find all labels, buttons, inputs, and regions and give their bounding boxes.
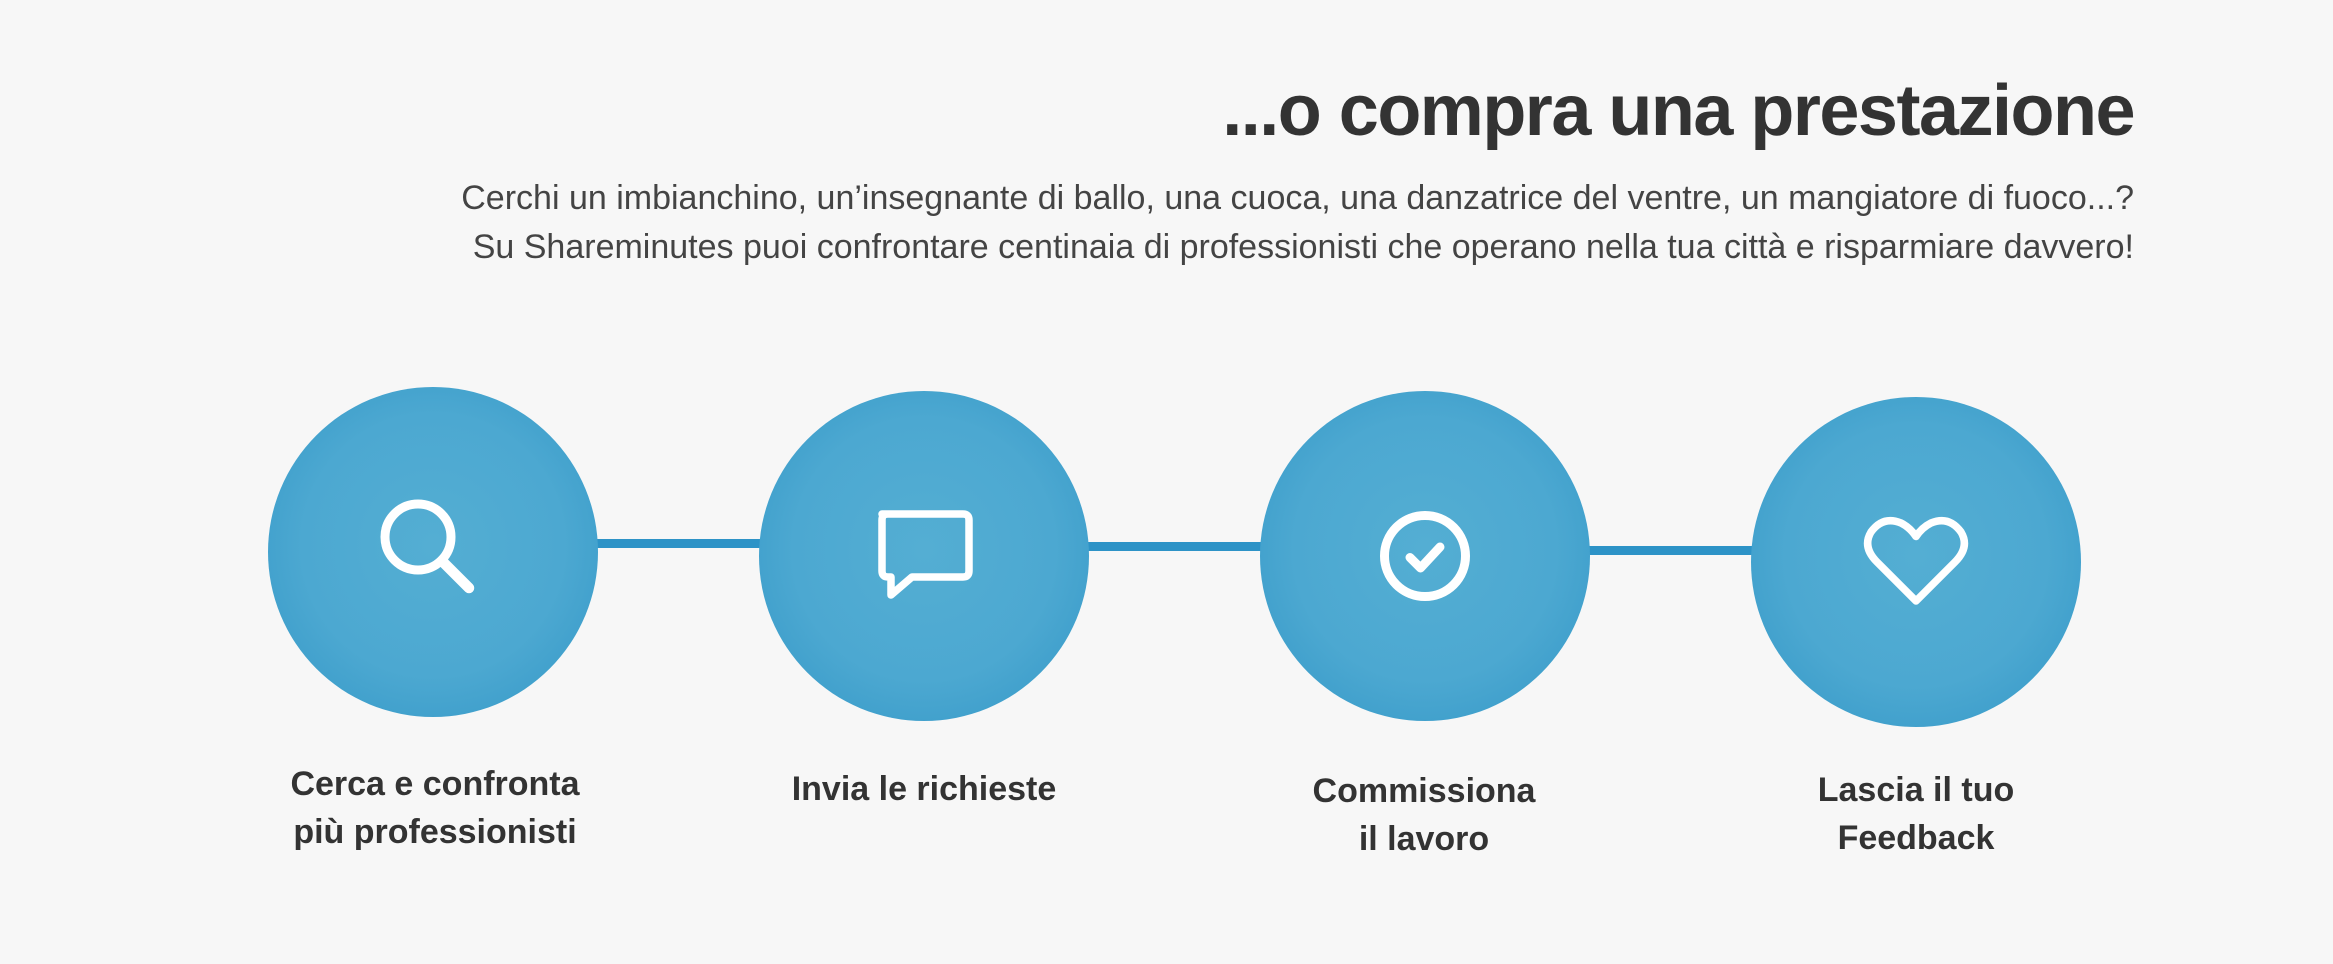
step-label-1-line-2: più professionisti — [293, 813, 577, 851]
search-icon — [358, 477, 508, 627]
step-label-4-line-2: Feedback — [1837, 819, 1995, 857]
subtitle-line-2: Su Shareminutes puoi confrontare centinaia di professionisti che operano nella tua città e risparmiare davvero! — [472, 228, 2134, 266]
step-circle-commission — [1260, 391, 1590, 721]
page-subtitle — [461, 174, 2134, 272]
page-title: ...o compra una prestazione — [1222, 71, 2134, 151]
check-circle-icon — [1350, 481, 1500, 631]
chat-bubble-icon — [849, 481, 999, 631]
step-label-4 — [1706, 766, 2126, 862]
step-circle-search — [268, 387, 598, 717]
step-label-3 — [1214, 767, 1634, 863]
step-label-1-line-1: Cerca e confronta — [290, 765, 580, 803]
step-connector-3 — [1580, 546, 1760, 555]
step-label-4-line-1: Lascia il tuo — [1817, 771, 2015, 809]
step-label-1 — [225, 760, 645, 856]
step-circle-feedback — [1751, 397, 2081, 727]
step-circle-request — [759, 391, 1089, 721]
heart-icon — [1841, 487, 1991, 637]
step-connector-1 — [590, 539, 770, 548]
subtitle-line-1: Cerchi un imbianchino, un’insegnante di ballo, una cuoca, una danzatrice del ventre, un mangiatore di fuoco...? — [461, 179, 2134, 217]
step-label-2-line-1: Invia le richieste — [791, 770, 1057, 808]
step-label-3-line-2: il lavoro — [1358, 820, 1490, 858]
step-connector-2 — [1080, 542, 1270, 551]
step-label-3-line-1: Commissiona — [1312, 772, 1536, 810]
step-label-2 — [714, 765, 1134, 813]
